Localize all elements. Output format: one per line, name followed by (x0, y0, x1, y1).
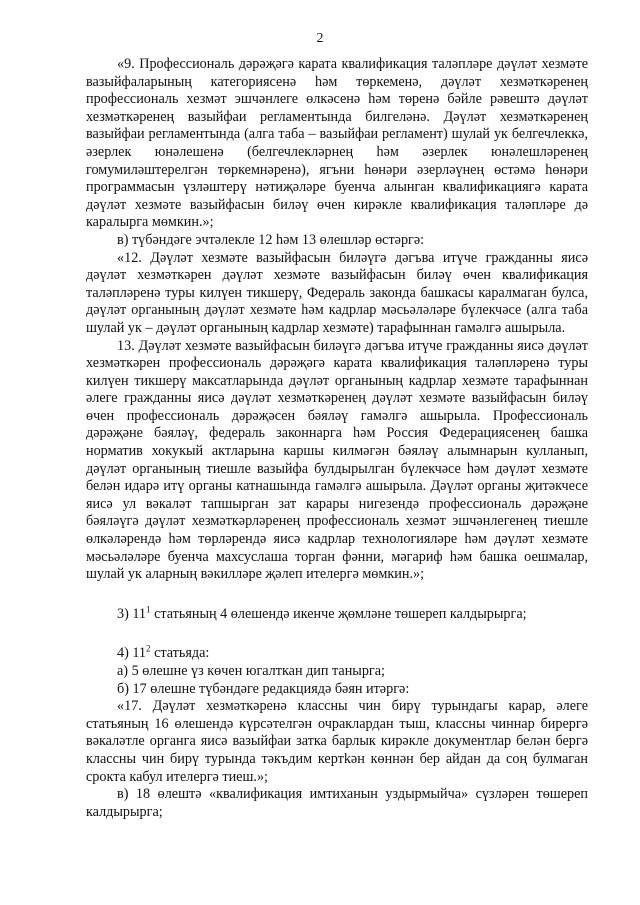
paragraph-4-lead: 4) 11 (117, 645, 147, 662)
paragraph-3-superscript: 1 (146, 604, 151, 615)
paragraph-item-3 (86, 606, 588, 624)
paragraph-4-superscript: 2 (146, 643, 151, 654)
paragraph-3-rest: статьяның 4 өлешендә икенче җөмләне төшереп калдырырга; (150, 605, 527, 622)
paragraph-item-17: «17. Дәүләт хезмәткәренә классны чин бирү турындагы карар, әлеге статьяның 16 өлешендә күрсәтелгән очраклардан тыш, классны чиннар бирергә вәкаләтле органга яисә вазыйфаи затка барлык кирәкле документлар белән бергә классны чин бирү турында тәкъдим кертkән көннән бер айдан да соң булмаган срокта кабул ителергә тиеш.»; (86, 698, 588, 785)
document-body (86, 56, 588, 821)
paragraph-item-b: б) 17 өлешне түбәндәге редакциядә бәян итәргә: (117, 680, 410, 697)
paragraph-item-13: 13. Дәүләт хезмәте вазыйфасын биләүгә дәгъва итүче гражданны яисә дәүләт хезмәткәрен профессиональ дәрәҗәгә карата квалификация таләпләренә туры килүен тикшерү максатларында дәүләт органының кадрлар хезмәте тарафыннан әлеге гражданны яисә дәүләт хезмәткәренең дәүләт хезмәте вазыйфасын биләү өчен профессиональ дәрәҗәсен бәяләү гамәлгә ашырыла. Профессиональ дәрәҗәне бәяләү, федераль законнарга һәм Россия Федерациясенең башка норматив хокукый актларына каршы килмәгән бәяләү алымнарын кулланып, дәүләт органының тиешле вазыйфа булдырылган бүлекчәсе һәм дәүләт хезмәте белән идарә итү органы катнашында гамәлгә ашырыла. Дәүләт органы җитәкчесе яисә ул вәкаләт тапшырган зат карары нигезендә профессиональ дәрәҗәне бәяләүгә дәүләт хезмәткәрләренең профессиональ хезмәт эшчәнлегенең тиешле өлкәләрендә һәм төрләрендә яисә кадрлар технологияләре һәм дәүләт хезмәте мәсьәләләре буенча махсуслаша торган фәнни, мәгариф һәм башка оешмалар, шулай ук аларның вәкилләре җәлеп ителергә мөмкин.»; (86, 337, 588, 583)
paragraph-item-4 (86, 645, 588, 663)
paragraph-4-rest: статьяда: (150, 645, 210, 662)
paragraph-3-lead: 3) 11 (117, 605, 147, 622)
paragraph-item-a: а) 5 өлешне үз көчен югалткан дип танырга; (117, 663, 385, 679)
paragraph-item-9: «9. Профессиональ дәрәҗәгә карата квалификация таләпләре дәүләт хезмәте вазыйфаларының категориясенә һәм төркеменә, дәүләт хезмәткәренең профессиональ хезмәт эшчәнлеге өлкәсенә һәм төренә бәйле рәвештә дәүләт хезмәткәренең вазыйфаи регламентында билгеләнә. Дәүләт хезмәткәренең вазыйфаи регламентында (алга таба – вазыйфаи регламент) шулай ук белгечлеккә, әзерлек юнәлешенә (белгечлекләрнең һәм әзерлек юнәлешләренең гомумиләштерелгән төркемнәренә), ягъни һөнәри әзерләүнең өстәмә һөнәри программасын үзләштерү нәтиҗәләре буенча алынган квалификациягә карата дәүләт хезмәте вазыйфасын биләү өчен кирәкле квалификация таләпләре дә каралырга мөмкин.»; (86, 56, 588, 231)
page-number: 2 (316, 31, 324, 46)
paragraph-item-12: «12. Дәүләт хезмәте вазыйфасын биләүгә дәгъва итүче гражданны яисә дәүләт хезмәткәрен дәүләт хезмәте вазыйфасын биләү өчен квалификация таләпләренә туры килүен тикшерү, Федераль законда башкасы каралмаган булса, дәүләт органының дәүләт хезмәте һәм кадрлар мәсьәләләре бүлекчәсе (алга таба шулай ук – дәүләт органының кадрлар хезмәте) тарафыннан гамәлгә ашырыла. (86, 249, 588, 336)
paragraph-item-v2: в) 18 өлештә «квалификация имтиханын уздырмыйча» сүзләрен төшереп калдырырга; (86, 786, 588, 820)
paragraph-item-v: в) түбәндәге эчтәлекле 12 һәм 13 өлешләр өстәргә: (117, 231, 425, 248)
